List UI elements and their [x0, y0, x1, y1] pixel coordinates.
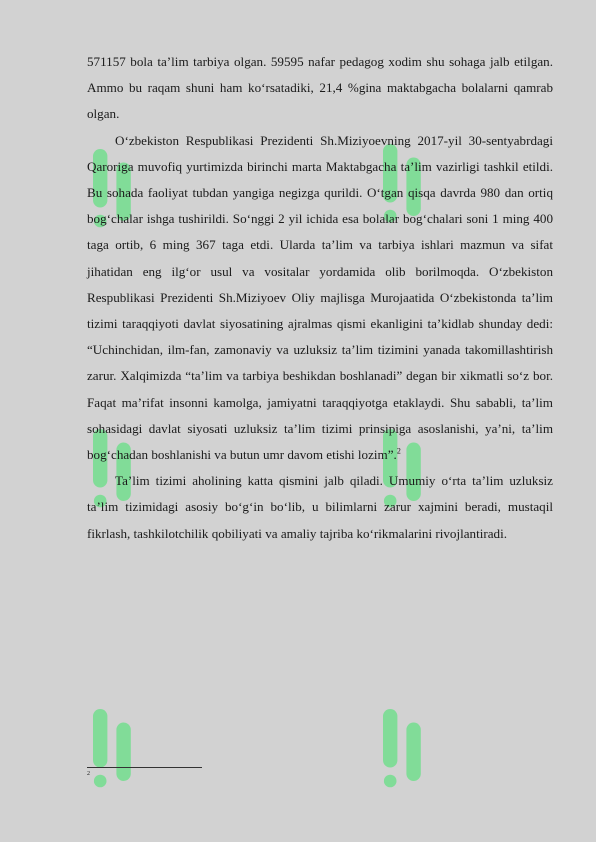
- paragraph-text: O‘zbekiston Respublikasi Prezidenti Sh.Miziyoevning 2017-yil 30-sentyabrdagi Qaroriga muvofiq yurtimizda birinchi marta Maktabgacha ta’lim vazirligi tashkil etildi. Bu sohada faoliyat tubdan yangiga negizga qurildi. O‘tgan qisqa davrda 980 dan ortiq bog‘chalar ishga tushirildi. So‘nggi 2 yil ichida esa bolalar bog‘chalari soni 1 ming 400 taga ortib, 6 ming 367 taga etdi. Ularda ta’lim va tarbiya ishlari mazmun va sifat jihatidan eng ilg‘or usul va vositalar yordamida olib borilmoqda. O‘zbekiston Respublikasi Prezidenti Sh.Miziyoev Oliy majlisga Murojaatida O‘zbekistonda ta’lim tizimi taraqqiyoti davlat siyosatining ajralmas qismi ekanligini ta’kidlab shunday dedi: “Uchinchidan, ilm-fan, zamonaviy va uzluksiz ta’lim tizimini yanada takomillashtirish zarur. Xalqimizda “ta’lim va tarbiya beshikdan boshlanadi” degan bir xikmatli so‘z bor. Faqat ma’rifat insonni kamolga, jamiyatni taraqqiyotga etaklaydi. Shu sababli, ta’lim sohasidagi davlat siyosati uzluksiz ta’lim tizimi prinsipiga asoslanishi, ya’ni, ta’lim bog‘chadan boshlanishi va butun umr davom etishi lozim”.: [87, 132, 553, 463]
- watermark-logo: [365, 700, 455, 790]
- paragraph: 571157 bola ta’lim tarbiya olgan. 59595 nafar pedagog xodim shu sohaga jalb etilgan. Ammo bu raqam shuni ham ko‘rsatadiki, 21,4 %gina maktabgacha bolalarni qamrab olgan.: [87, 54, 553, 122]
- paragraph: [87, 128, 553, 469]
- paragraph: Ta’lim tizimi aholining katta qismini jalb qiladi. Umumiy o‘rta ta’lim uzluksiz ta’lim tizimidagi asosiy bo‘g‘in bo‘lib, u bilimlarni zarur xajmini beradi, mustaqil fikrlash, tashkilotchilik qobiliyati va amaliy tajriba ko‘rikmalarini rivojlantiradi.: [87, 473, 553, 541]
- footnote-number: 2: [87, 771, 90, 777]
- body-text: [87, 49, 553, 547]
- footnote-separator: [87, 767, 202, 768]
- footnote-reference[interactable]: 2: [396, 446, 401, 456]
